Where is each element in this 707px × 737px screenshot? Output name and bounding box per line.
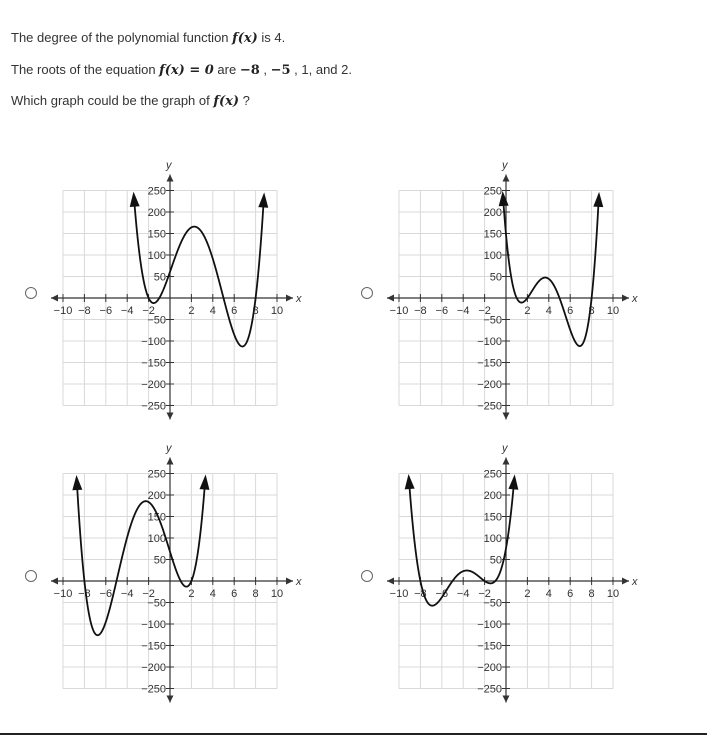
question-text: , xyxy=(259,62,271,77)
x-axis-label: x xyxy=(632,576,638,588)
x-tick-label: −6 xyxy=(435,305,449,317)
x-tick-label: −8 xyxy=(414,305,427,317)
y-tick-label: −250 xyxy=(141,400,166,413)
x-tick-label: −8 xyxy=(414,588,427,600)
x-tick-label: 2 xyxy=(188,588,195,600)
x-tick-label: 4 xyxy=(545,588,552,600)
x-tick-label: −10 xyxy=(53,305,73,317)
y-tick-label: −250 xyxy=(141,683,166,696)
x-tick-label: 4 xyxy=(209,588,216,600)
x-tick-label: 10 xyxy=(606,305,620,317)
x-tick-label: −4 xyxy=(120,588,134,600)
y-tick-label: −150 xyxy=(141,640,166,653)
x-axis-arrow-left xyxy=(387,295,394,302)
question-text: The roots of the equation xyxy=(11,62,160,77)
y-tick-label: −200 xyxy=(141,662,166,674)
x-axis-label: x xyxy=(296,293,302,305)
option-c-graph xyxy=(42,443,322,708)
y-axis-arrow-down xyxy=(503,413,510,420)
math-fx: f(x) xyxy=(232,31,258,46)
y-axis-label: y xyxy=(166,159,172,172)
y-tick-label: −150 xyxy=(477,640,502,653)
y-tick-label: −250 xyxy=(477,683,502,696)
y-tick-label: −100 xyxy=(141,336,166,348)
y-tick-label: 150 xyxy=(147,511,166,524)
x-tick-label: −6 xyxy=(99,305,113,317)
y-tick-label: −50 xyxy=(147,314,166,327)
question-prompt xyxy=(11,92,250,111)
x-tick-label: −8 xyxy=(78,588,91,600)
y-tick-label: 100 xyxy=(147,533,166,545)
y-axis-arrow-up xyxy=(503,175,510,182)
x-tick-label: 2 xyxy=(524,588,531,600)
x-tick-label: −10 xyxy=(389,305,409,317)
y-tick-label: 250 xyxy=(147,185,166,198)
x-axis-arrow-right xyxy=(286,295,293,302)
question-text: Which graph could be the graph of xyxy=(11,93,214,108)
x-tick-label: 8 xyxy=(588,305,595,317)
y-axis-label: y xyxy=(166,442,172,455)
y-tick-label: 250 xyxy=(483,185,502,198)
y-axis-arrow-down xyxy=(503,696,510,703)
y-tick-label: 150 xyxy=(147,228,166,241)
root-value: −8 xyxy=(239,63,260,78)
question-text: is 4. xyxy=(257,30,286,45)
x-tick-label: 6 xyxy=(567,305,574,317)
question-line-degree xyxy=(11,29,285,48)
y-tick-label: 200 xyxy=(483,490,502,502)
y-tick-label: −200 xyxy=(477,379,502,391)
x-tick-label: −6 xyxy=(435,588,449,600)
y-tick-label: 100 xyxy=(483,250,502,262)
x-axis-arrow-left xyxy=(51,578,58,585)
x-axis-arrow-right xyxy=(286,578,293,585)
x-tick-label: 2 xyxy=(188,305,195,317)
y-axis-arrow-up xyxy=(167,175,174,182)
y-tick-label: 100 xyxy=(483,533,502,545)
x-axis-arrow-left xyxy=(51,295,58,302)
curve-arrow-right xyxy=(593,192,603,207)
curve-arrow-right xyxy=(508,474,518,489)
x-tick-label: −4 xyxy=(456,588,470,600)
x-tick-label: 6 xyxy=(231,588,238,600)
y-tick-label: 200 xyxy=(147,207,166,219)
y-axis-label: y xyxy=(502,159,508,172)
y-axis-arrow-up xyxy=(167,458,174,465)
x-tick-label: 6 xyxy=(231,305,238,317)
y-tick-label: −200 xyxy=(141,379,166,391)
y-axis-arrow-up xyxy=(503,458,510,465)
y-tick-label: 50 xyxy=(489,271,502,284)
option-a-radio[interactable] xyxy=(25,287,37,299)
polynomial-curve xyxy=(77,479,206,636)
y-tick-label: −200 xyxy=(477,662,502,674)
bottom-divider xyxy=(0,733,707,735)
x-axis-label: x xyxy=(632,293,638,305)
option-c-radio[interactable] xyxy=(25,570,37,582)
y-tick-label: −100 xyxy=(141,619,166,631)
y-tick-label: −150 xyxy=(141,357,166,370)
math-equation: f(x) = 0 xyxy=(159,63,214,78)
curve-arrow-left xyxy=(130,192,140,207)
math-fx: f(x) xyxy=(213,94,240,109)
x-tick-label: 6 xyxy=(567,588,574,600)
x-tick-label: 2 xyxy=(524,305,531,317)
y-tick-label: −100 xyxy=(477,336,502,348)
option-b-graph xyxy=(378,160,658,425)
x-tick-label: 8 xyxy=(252,305,259,317)
x-tick-label: −6 xyxy=(99,588,113,600)
curve-arrow-right xyxy=(258,192,268,207)
question-text: are xyxy=(213,62,240,77)
x-tick-label: −8 xyxy=(78,305,91,317)
y-tick-label: −50 xyxy=(147,597,166,610)
question-text: ? xyxy=(239,93,250,108)
option-d-graph xyxy=(378,443,658,708)
y-tick-label: 250 xyxy=(147,468,166,481)
x-tick-label: −2 xyxy=(478,588,491,600)
y-tick-label: −50 xyxy=(483,597,502,610)
question-line-roots xyxy=(11,61,352,80)
y-tick-label: 200 xyxy=(147,490,166,502)
x-tick-label: −10 xyxy=(389,588,409,600)
x-tick-label: −2 xyxy=(142,305,155,317)
y-tick-label: 100 xyxy=(147,250,166,262)
curve-arrow-right xyxy=(199,475,209,490)
x-tick-label: 10 xyxy=(270,588,284,600)
x-axis-label: x xyxy=(296,576,302,588)
y-tick-label: 250 xyxy=(483,468,502,481)
question-text: The degree of the polynomial function xyxy=(11,30,233,45)
option-d-radio[interactable] xyxy=(361,570,373,582)
y-tick-label: 50 xyxy=(489,554,502,567)
x-axis-arrow-left xyxy=(387,578,394,585)
x-tick-label: 4 xyxy=(545,305,552,317)
y-tick-label: 150 xyxy=(483,511,502,524)
option-b-radio[interactable] xyxy=(361,287,373,299)
y-tick-label: −150 xyxy=(477,357,502,370)
curve-arrow-left xyxy=(72,475,82,490)
x-tick-label: 4 xyxy=(209,305,216,317)
root-value: −5 xyxy=(270,63,291,78)
x-tick-label: 10 xyxy=(606,588,620,600)
y-tick-label: −100 xyxy=(477,619,502,631)
y-axis-label: y xyxy=(502,442,508,455)
y-axis-arrow-down xyxy=(167,696,174,703)
y-tick-label: −250 xyxy=(477,400,502,413)
x-tick-label: 10 xyxy=(270,305,284,317)
x-axis-arrow-right xyxy=(622,578,629,585)
x-axis-arrow-right xyxy=(622,295,629,302)
y-tick-label: 150 xyxy=(483,228,502,241)
y-tick-label: 200 xyxy=(483,207,502,219)
x-tick-label: 8 xyxy=(588,588,595,600)
option-a-graph xyxy=(42,160,322,425)
polynomial-curve xyxy=(503,195,599,346)
x-tick-label: −2 xyxy=(142,588,155,600)
x-tick-label: 8 xyxy=(252,588,259,600)
question-text: , 1, and 2. xyxy=(290,62,352,77)
x-tick-label: −4 xyxy=(456,305,470,317)
y-tick-label: −50 xyxy=(483,314,502,327)
curve-arrow-left xyxy=(405,474,415,489)
y-tick-label: 50 xyxy=(153,271,166,284)
x-tick-label: −2 xyxy=(478,305,491,317)
x-tick-label: −10 xyxy=(53,588,73,600)
y-axis-arrow-down xyxy=(167,413,174,420)
y-tick-label: 50 xyxy=(153,554,166,567)
x-tick-label: −4 xyxy=(120,305,134,317)
